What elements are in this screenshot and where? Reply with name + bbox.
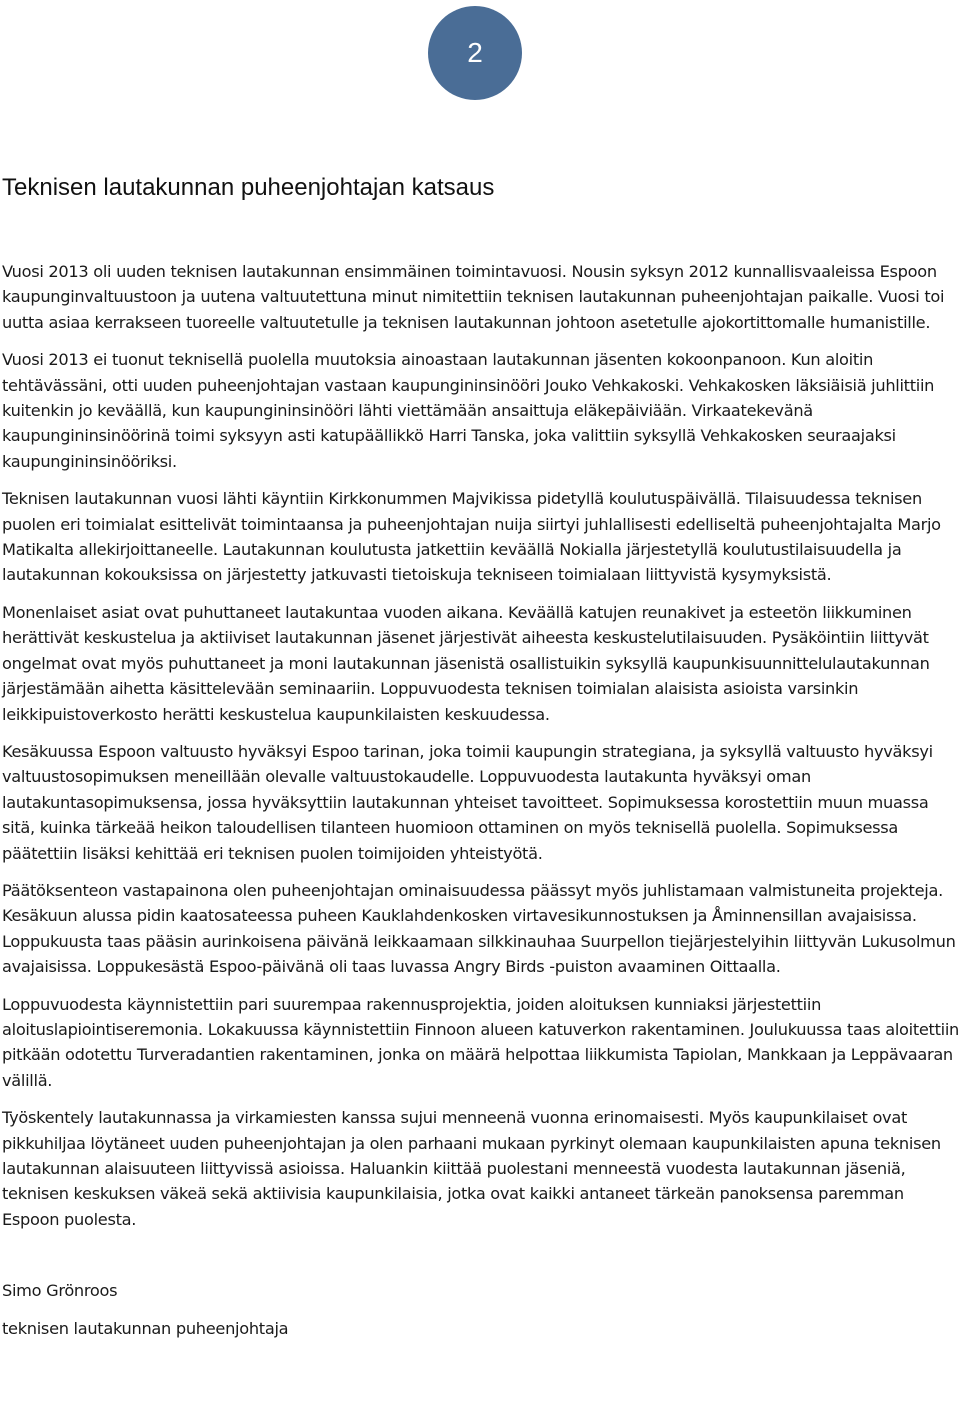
paragraph: Loppuvuodesta käynnistettiin pari suurempaa rakennusprojektia, joiden aloituksen kunniaksi järjestettiin aloituslapiointiseremonia. Lokakuussa käynnistettiin Finnoon alueen katuverkon rakentaminen. Joulukuussa taas aloitettiin pitkään odotettu Turveradantien rakentaminen, jonka on määrä helpottaa liikkumista Tapiolan, Mankkaan ja Leppävaaran välillä. (2, 994, 959, 1090)
page-number-badge (428, 6, 522, 100)
paragraph: Työskentely lautakunnassa ja virkamiesten kanssa sujui menneenä vuonna erinomaisesti. Myös kaupunkilaiset ovat pikkuhiljaa löytäneet uuden puheenjohtajan ja olen parhaani mukaan pyrkinyt olemaan kaupunkilaisten apuna teknisen lautakunnan alaisuuteen liittyvissä asioissa. Haluankin kiittää puolestani menneestä vuodesta lautakunnan jäseniä, teknisen keskuksen väkeä sekä aktiivisia kaupunkilaisia, jotka ovat kaikki antaneet tärkeän panoksensa paremman Espoon puolesta. (2, 1108, 941, 1229)
paragraph: Kesäkuussa Espoon valtuusto hyväksyi Espoo tarinan, joka toimii kaupungin strategiana, ja syksyllä valtuusto hyväksyi valtuustosopimuksen meneillään olevalle valtuustokaudelle. Loppuvuodesta lautakunta hyväksyi oman lautakuntasopimuksensa, jossa hyväksyttiin lautakunnan yhteiset tavoitteet. Sopimuksessa korostettiin muun muassa sitä, kuinka tärkeää heikon taloudellisen tilanteen huomioon ottaminen on myös teknisellä puolella. Sopimuksessa päätettiin lisäksi kehittää eri teknisen puolen toimijoiden yhteistyötä. (2, 741, 933, 863)
paragraph: Päätöksenteon vastapainona olen puheenjohtajan ominaisuudessa päässyt myös juhlistamaan valmistuneita projekteja. Kesäkuun alussa pidin kaatosateessa puheen Kauklahdenkosken virtavesikunnostuksen ja Åminnensillan avajaisissa. Loppukuusta taas pääsin aurinkoisena päivänä leikkaamaan silkkinauhaa Suurpellon tiejärjestelyihin liittyvän Lukusolmun avajaisissa. Loppukesästä Espoo-päivänä oli taas luvassa Angry Birds -puiston avaaminen Oittaalla. (2, 880, 956, 977)
paragraph: Teknisen lautakunnan vuosi lähti käyntiin Kirkkonummen Majvikissa pidetyllä koulutuspäivällä. Tilaisuudessa teknisen puolen eri toimialat esittelivät toimintaansa ja puheenjohtajan nuija siirtyi juhlallisesti edelliseltä puheenjohtajalta Marjo Matikalta allekirjoittaneelle. Lautakunnan koulutusta jatkettiin keväällä Nokialla järjestetyllä koulutustilaisuudella ja lautakunnan kokouksissa on järjestetty jatkuvasti tietoiskuja tekniseen toimialaan liittyvistä kysymyksistä. (2, 489, 941, 585)
paragraph: Vuosi 2013 oli uuden teknisen lautakunnan ensimmäinen toimintavuosi. Nousin syksyn 2012 kunnallisvaaleissa Espoon kaupunginvaltuustoon ja uutena valtuutettuna minut nimitettiin teknisen lautakunnan puheenjohtajan paikalle. Vuosi toi uutta asiaa kerrakseen tuoreelle valtuutetulle ja teknisen lautakunnan johtoon asetetulle ajokortittomalle humanistille. (2, 262, 945, 332)
paragraph: Monenlaiset asiat ovat puhuttaneet lautakuntaa vuoden aikana. Keväällä katujen reunakivet ja esteetön liikkuminen herättivät keskustelua ja aktiiviset lautakunnan jäsenet järjestivät aiheesta keskustelutilaisuuden. Pysäköintiin liittyvät ongelmat ovat myös puhuttaneet ja moni lautakunnan jäsenistä osallistuikin syksyllä kaupunkisuunnittelulautakunnan järjestämään aihetta käsittelevään seminaariin. Loppuvuodesta teknisen toimialan alaisista asioista varsinkin leikkipuistoverkosto herätti keskustelua kaupunkilaisten keskuudessa. (2, 602, 930, 724)
signature-name: Simo Grönroos (2, 1281, 118, 1301)
page-number: 2 (467, 37, 483, 68)
signature-block (2, 1278, 960, 1341)
article-text (2, 259, 960, 1232)
page-title: Teknisen lautakunnan puheenjohtajan katsaus (2, 174, 495, 201)
document-body (2, 170, 960, 1341)
signature-role: teknisen lautakunnan puheenjohtaja (2, 1319, 289, 1339)
paragraph: Vuosi 2013 ei tuonut teknisellä puolella muutoksia ainoastaan lautakunnan jäsenten kokoonpanoon. Kun aloitin tehtävässäni, otti uuden puheenjohtajan vastaan kaupungininsinööri Jouko Vehkakoski. Vehkakosken läksiäisiä juhlittiin kuitenkin jo keväällä, kun kaupungininsinööri lähti viettämään ansaittuja eläkepäiviään. Virkaatekevänä kaupungininsinöörinä toimi syksyyn asti katupäällikkö Harri Tanska, joka valittiin syksyllä Vehkakosken seuraajaksi kaupungininsinööriksi. (2, 350, 935, 471)
